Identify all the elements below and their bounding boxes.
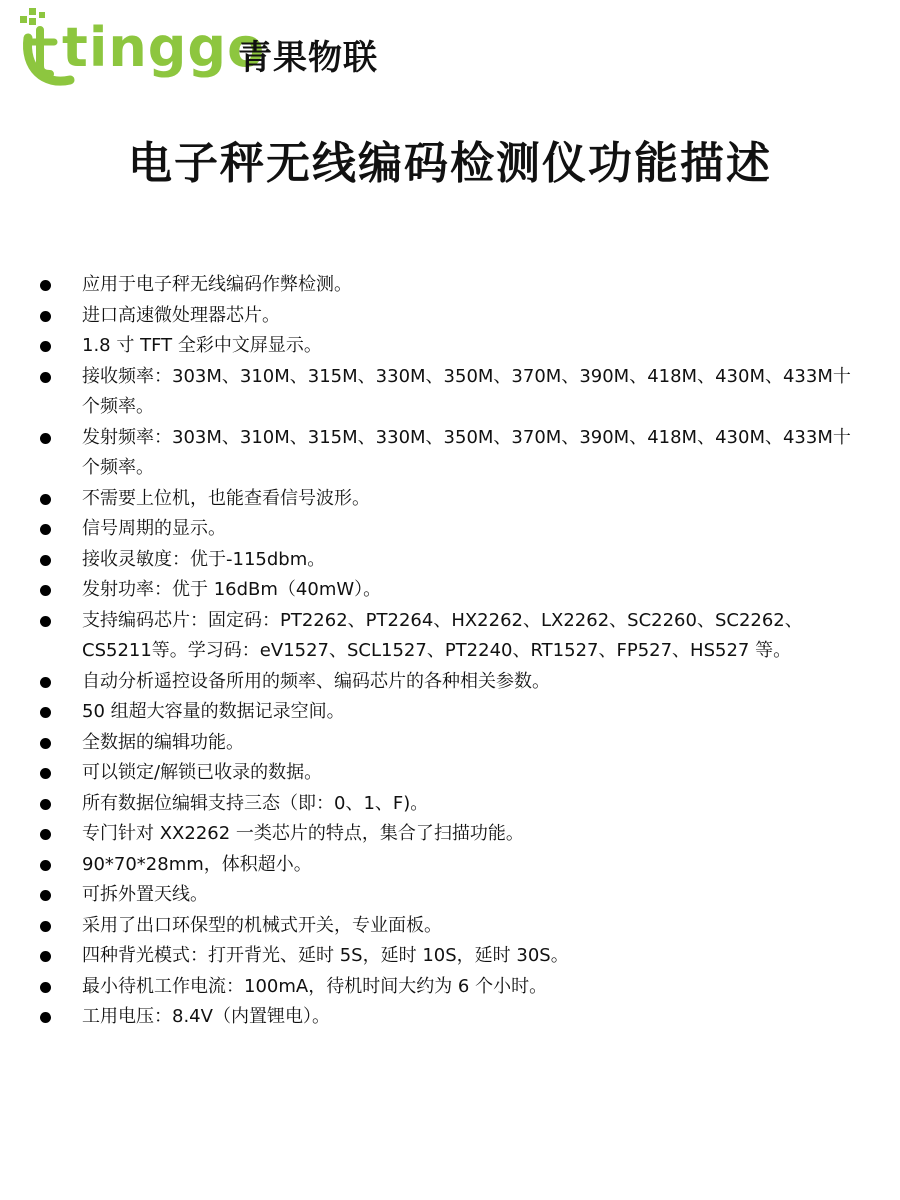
list-item xyxy=(40,423,860,484)
bullet-icon xyxy=(40,829,51,840)
list-item xyxy=(40,789,860,820)
bullet-icon xyxy=(40,494,51,505)
list-item xyxy=(40,972,860,1003)
feature-text: 发射频率：303M、310M、315M、330M、350M、370M、390M、418M、430M、433M十个频率。 xyxy=(82,426,851,478)
feature-text: 信号周期的显示。 xyxy=(82,518,226,539)
list-item xyxy=(40,514,860,545)
feature-text: 1.8 寸 TFT 全彩中文屏显示。 xyxy=(82,335,322,356)
list-item xyxy=(40,545,860,576)
list-item xyxy=(40,575,860,606)
feature-text: 全数据的编辑功能。 xyxy=(82,731,244,753)
list-item xyxy=(40,880,860,911)
feature-list xyxy=(40,270,860,1033)
feature-text: 可拆外置天线。 xyxy=(82,884,208,905)
list-item xyxy=(40,270,860,301)
feature-text: 应用于电子秤无线编码作弊检测。 xyxy=(82,274,352,295)
bullet-icon xyxy=(40,616,51,627)
list-item xyxy=(40,941,860,972)
bullet-icon xyxy=(40,768,51,779)
bullet-icon xyxy=(40,341,51,352)
bullet-icon xyxy=(40,707,51,718)
feature-text: 接收灵敏度：优于-115dbm。 xyxy=(82,548,326,570)
list-item xyxy=(40,331,860,362)
logo-wordmark: tinggo xyxy=(62,16,266,79)
bullet-icon xyxy=(40,982,51,993)
feature-text: 采用了出口环保型的机械式开关，专业面板。 xyxy=(82,914,442,936)
list-item xyxy=(40,362,860,423)
list-item xyxy=(40,484,860,515)
feature-text: 四种背光模式：打开背光、延时 5S，延时 10S，延时 30S。 xyxy=(82,945,569,966)
list-item xyxy=(40,667,860,698)
list-item xyxy=(40,606,860,667)
bullet-icon xyxy=(40,311,51,322)
bullet-icon xyxy=(40,738,51,749)
feature-text: 支持编码芯片：固定码：PT2262、PT2264、HX2262、LX2262、SC2260、SC2262、CS5211等。学习码：eV1527、SCL1527、PT2240、RT1527、FP527、HS527 等。 xyxy=(82,609,803,661)
feature-text: 90*70*28mm，体积超小。 xyxy=(82,853,312,875)
bullet-icon xyxy=(40,799,51,810)
feature-text: 50 组超大容量的数据记录空间。 xyxy=(82,701,345,722)
logo-company-name: 青果物联 xyxy=(238,38,378,78)
brand-logo xyxy=(14,8,414,90)
bullet-icon xyxy=(40,921,51,932)
page-title: 电子秤无线编码检测仪功能描述 xyxy=(128,138,772,189)
list-item xyxy=(40,758,860,789)
list-item xyxy=(40,1002,860,1033)
feature-text: 不需要上位机，也能查看信号波形。 xyxy=(82,487,370,509)
feature-text: 接收频率：303M、310M、315M、330M、350M、370M、390M、418M、430M、433M十个频率。 xyxy=(82,365,851,417)
list-item xyxy=(40,301,860,332)
feature-text: 最小待机工作电流：100mA，待机时间大约为 6 个小时。 xyxy=(82,975,548,997)
bullet-icon xyxy=(40,524,51,535)
bullet-icon xyxy=(40,433,51,444)
bullet-icon xyxy=(40,951,51,962)
bullet-icon xyxy=(40,372,51,383)
bullet-icon xyxy=(40,280,51,291)
list-item xyxy=(40,911,860,942)
feature-text: 自动分析遥控设备所用的频率、编码芯片的各种相关参数。 xyxy=(82,670,550,692)
list-item xyxy=(40,728,860,759)
feature-text: 专门针对 XX2262 一类芯片的特点，集合了扫描功能。 xyxy=(82,823,524,844)
feature-text: 发射功率：优于 16dBm（40mW）。 xyxy=(82,579,382,600)
feature-text: 所有数据位编辑支持三态（即：0、1、F)。 xyxy=(82,792,429,814)
bullet-icon xyxy=(40,860,51,871)
feature-text: 可以锁定/解锁已收录的数据。 xyxy=(82,762,323,783)
bullet-icon xyxy=(40,677,51,688)
list-item xyxy=(40,819,860,850)
bullet-icon xyxy=(40,585,51,596)
bullet-icon xyxy=(40,1012,51,1023)
bullet-icon xyxy=(40,890,51,901)
feature-text: 进口高速微处理器芯片。 xyxy=(82,304,280,326)
bullet-icon xyxy=(40,555,51,566)
list-item xyxy=(40,850,860,881)
list-item xyxy=(40,697,860,728)
feature-text: 工用电压：8.4V（内置锂电）。 xyxy=(82,1006,330,1027)
